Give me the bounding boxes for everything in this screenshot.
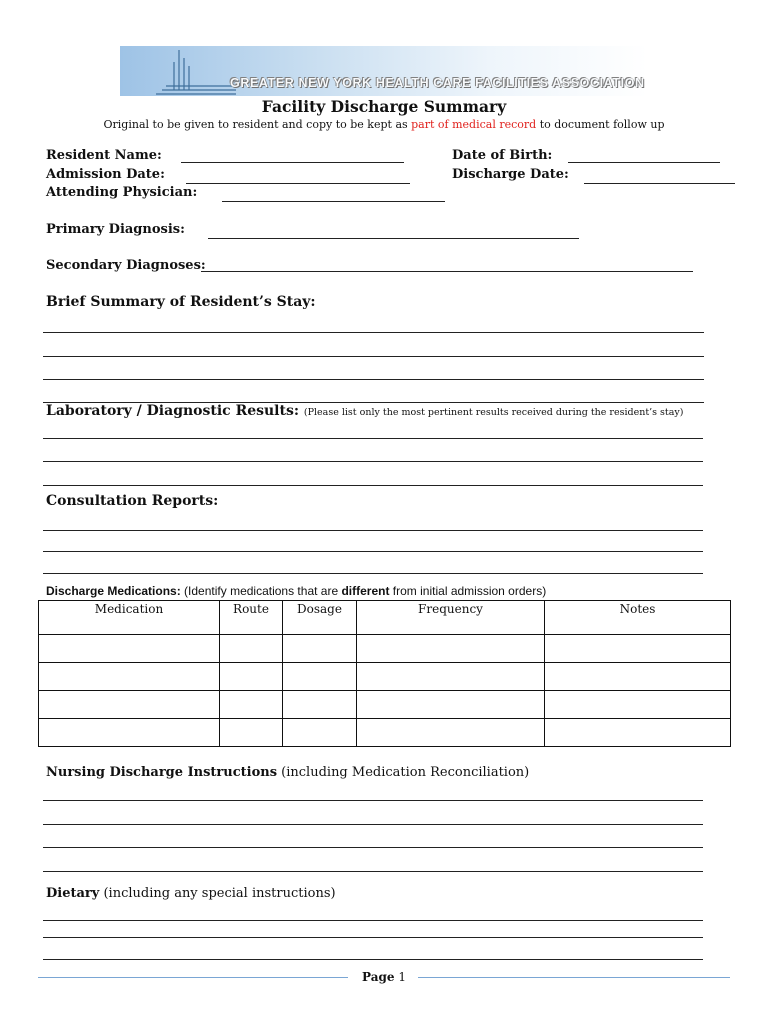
- nursing-instructions-line[interactable]: [43, 800, 703, 801]
- summary-line[interactable]: [43, 332, 704, 333]
- resident-name-line[interactable]: [181, 162, 404, 163]
- dietary-note: (including any special instructions): [103, 886, 336, 901]
- table-cell[interactable]: [220, 719, 283, 747]
- consultation-line[interactable]: [43, 573, 703, 574]
- table-row: [39, 719, 731, 747]
- table-row: [39, 663, 731, 691]
- table-cell[interactable]: [39, 719, 220, 747]
- nursing-instructions-line[interactable]: [43, 847, 703, 848]
- dietary-line[interactable]: [43, 920, 703, 921]
- lab-results-line[interactable]: [43, 485, 703, 486]
- table-cell[interactable]: [545, 635, 731, 663]
- admission-date-label: Admission Date:: [46, 167, 165, 182]
- column-header-medication: Medication: [39, 601, 220, 635]
- table-cell[interactable]: [39, 691, 220, 719]
- table-row: [39, 635, 731, 663]
- consultation-line[interactable]: [43, 530, 703, 531]
- nursing-instructions-label: Nursing Discharge Instructions: [46, 765, 278, 780]
- table-cell[interactable]: [545, 719, 731, 747]
- medications-table: [38, 600, 731, 747]
- dietary-heading: [46, 886, 336, 901]
- date-of-birth-line[interactable]: [568, 162, 720, 163]
- table-cell[interactable]: [357, 691, 545, 719]
- subtitle-highlight: part of medical record: [411, 118, 537, 131]
- table-row: [39, 691, 731, 719]
- table-cell[interactable]: [283, 719, 357, 747]
- association-name: GREATER NEW YORK HEALTH CARE FACILITIES ASSOCIATION: [230, 76, 645, 90]
- dietary-label: Dietary: [46, 886, 100, 901]
- attending-physician-line[interactable]: [222, 201, 445, 202]
- lab-results-heading: [46, 403, 683, 419]
- table-cell[interactable]: [357, 635, 545, 663]
- association-banner: [120, 46, 648, 96]
- table-cell[interactable]: [220, 691, 283, 719]
- table-cell[interactable]: [545, 691, 731, 719]
- summary-heading: Brief Summary of Resident’s Stay:: [46, 294, 316, 310]
- primary-diagnosis-label: Primary Diagnosis:: [46, 222, 185, 237]
- page-number: [0, 970, 768, 984]
- page-label: Page: [362, 970, 395, 984]
- column-header-dosage: Dosage: [283, 601, 357, 635]
- secondary-diagnoses-line[interactable]: [201, 271, 693, 272]
- column-header-notes: Notes: [545, 601, 731, 635]
- lab-results-line[interactable]: [43, 461, 703, 462]
- table-cell[interactable]: [39, 663, 220, 691]
- dietary-line[interactable]: [43, 959, 703, 960]
- lab-results-line[interactable]: [43, 438, 703, 439]
- summary-line[interactable]: [43, 356, 704, 357]
- meds-note-emphasis: different: [341, 584, 390, 598]
- consultation-line[interactable]: [43, 551, 703, 552]
- table-cell[interactable]: [39, 635, 220, 663]
- attending-physician-label: Attending Physician:: [46, 185, 198, 200]
- nursing-instructions-note: (including Medication Reconciliation): [281, 765, 530, 780]
- date-of-birth-label: Date of Birth:: [452, 148, 553, 163]
- discharge-medications-label: Discharge Medications:: [46, 584, 181, 598]
- nursing-instructions-line[interactable]: [43, 824, 703, 825]
- table-cell[interactable]: [283, 691, 357, 719]
- resident-name-label: Resident Name:: [46, 148, 162, 163]
- meds-note-end: from initial admission orders): [389, 584, 547, 598]
- form-title: Facility Discharge Summary: [261, 97, 507, 116]
- page-number-value: 1: [398, 970, 406, 984]
- secondary-diagnoses-label: Secondary Diagnoses:: [46, 258, 206, 273]
- nursing-instructions-heading: [46, 765, 529, 780]
- lab-results-note: (Please list only the most pertinent results received during the resident’s stay): [303, 407, 684, 418]
- table-cell[interactable]: [545, 663, 731, 691]
- discharge-date-line[interactable]: [584, 183, 735, 184]
- column-header-frequency: Frequency: [357, 601, 545, 635]
- table-cell[interactable]: [220, 663, 283, 691]
- table-cell[interactable]: [283, 663, 357, 691]
- table-cell[interactable]: [357, 663, 545, 691]
- meds-note-start: (Identify medications that are: [184, 584, 342, 598]
- nursing-instructions-line[interactable]: [43, 871, 703, 872]
- subtitle-text-end: to document follow up: [536, 118, 665, 131]
- form-subtitle: [0, 118, 768, 131]
- table-header-row: [39, 601, 731, 635]
- consultation-heading: Consultation Reports:: [46, 493, 219, 509]
- building-logo-icon: [148, 46, 238, 96]
- lab-results-label: Laboratory / Diagnostic Results:: [46, 403, 300, 419]
- table-cell[interactable]: [283, 635, 357, 663]
- summary-line[interactable]: [43, 379, 704, 380]
- subtitle-text-start: Original to be given to resident and copy to be kept as: [103, 118, 412, 131]
- column-header-route: Route: [220, 601, 283, 635]
- admission-date-line[interactable]: [186, 183, 410, 184]
- discharge-medications-heading: [46, 584, 546, 598]
- table-cell[interactable]: [220, 635, 283, 663]
- primary-diagnosis-line[interactable]: [208, 238, 579, 239]
- dietary-line[interactable]: [43, 937, 703, 938]
- discharge-date-label: Discharge Date:: [452, 167, 569, 182]
- table-cell[interactable]: [357, 719, 545, 747]
